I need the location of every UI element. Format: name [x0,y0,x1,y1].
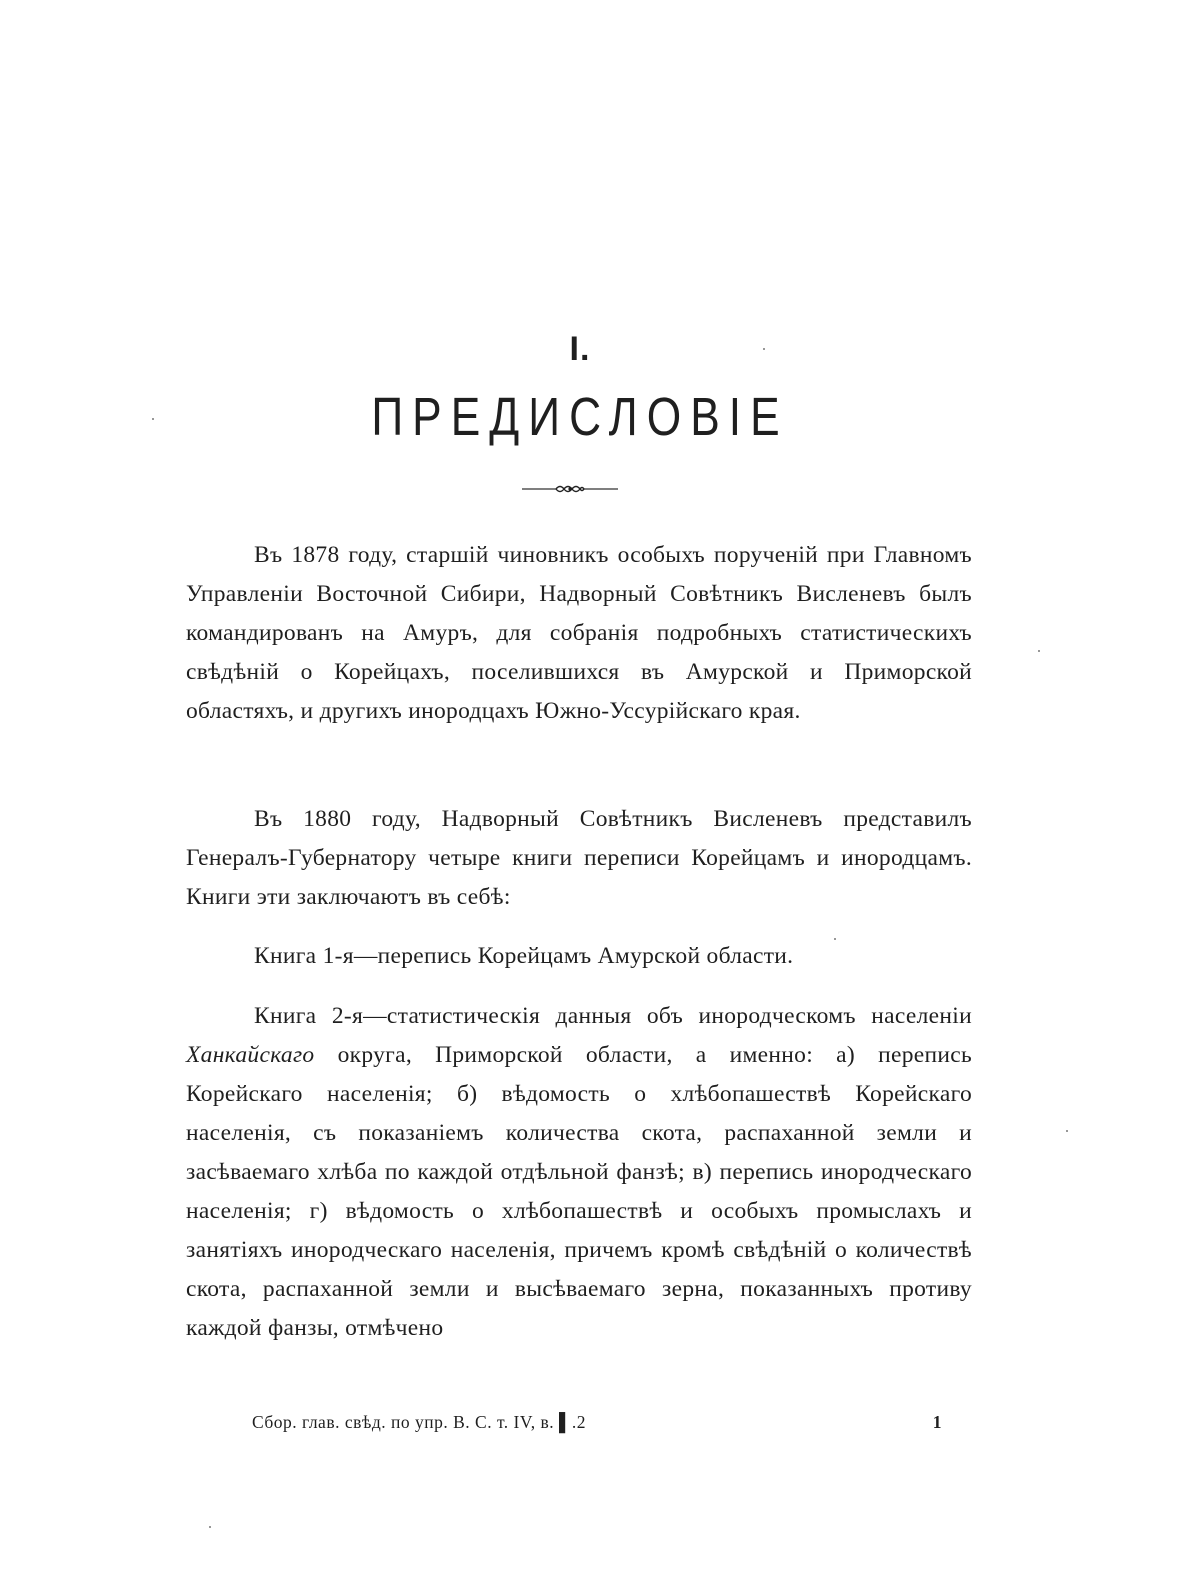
page-number: 1 [932,1412,942,1432]
scan-speck [763,348,765,350]
paragraph-1 [186,536,972,731]
paragraph-1-text: Въ 1878 году, старшій чиновникъ особыхъ порученій при Главномъ Управленіи Восточной Сибири, Надворный Совѣтникъ Висленевъ былъ командированъ на Амуръ, для собранія подробныхъ статистическихъ свѣдѣній о Корейцахъ, поселившихся въ Амурской и Приморской областяхъ, и другихъ инородцахъ Южно-Уссурійскаго края. [186,542,972,724]
paragraph-3-text: Книга 1-я—перепись Корейцамъ Амурской области. [254,943,794,969]
paragraph-4-after: округа, Приморской области, а именно: а) перепись Корейскаго населенія; б) вѣдомость о хлѣбопашествѣ Корейскаго населенія, съ показаніемъ количества скота, распаханной земли и засѣваемаго хлѣба по каждой отдѣльной фанзѣ; в) перепись инородческаго населенія; г) вѣдомость о хлѣбопашествѣ и особыхъ промыслахъ и занятіяхъ инородческаго населенія, причемъ кромѣ свѣдѣній о количествѣ скота, распаханной земли и высѣваемаго зерна, показанныхъ противу каждой фанзы, отмѣчено [186,1042,972,1341]
paragraph-3 [186,937,972,976]
page-title: ПРЕДИСЛОВІЕ [371,387,789,447]
paragraph-4-before: Книга 2-я—статистическія данныя объ инородческомъ населеніи [254,1003,972,1029]
scan-speck [1038,650,1040,652]
scan-speck [834,938,836,940]
paragraph-2 [186,800,972,917]
scan-speck [152,418,154,420]
scan-speck [209,1526,211,1528]
paragraph-4-text [186,997,972,1348]
scan-speck [1066,1130,1068,1132]
decorative-rule-icon [520,483,620,495]
paragraph-4 [186,997,972,1348]
paragraph-4-italic: Ханкайскаго [186,1042,315,1068]
section-numeral: I. [569,330,591,368]
paragraph-2-text: Въ 1880 году, Надворный Совѣтникъ Висленевъ представилъ Генералъ-Губернатору четыре книги переписи Корейцамъ и инородцамъ. Книги эти заключаютъ въ себѣ: [186,806,972,910]
footer-source: Сбор. глав. свѣд. по упр. В. С. т. IV, в. ▌.2 [252,1412,587,1432]
